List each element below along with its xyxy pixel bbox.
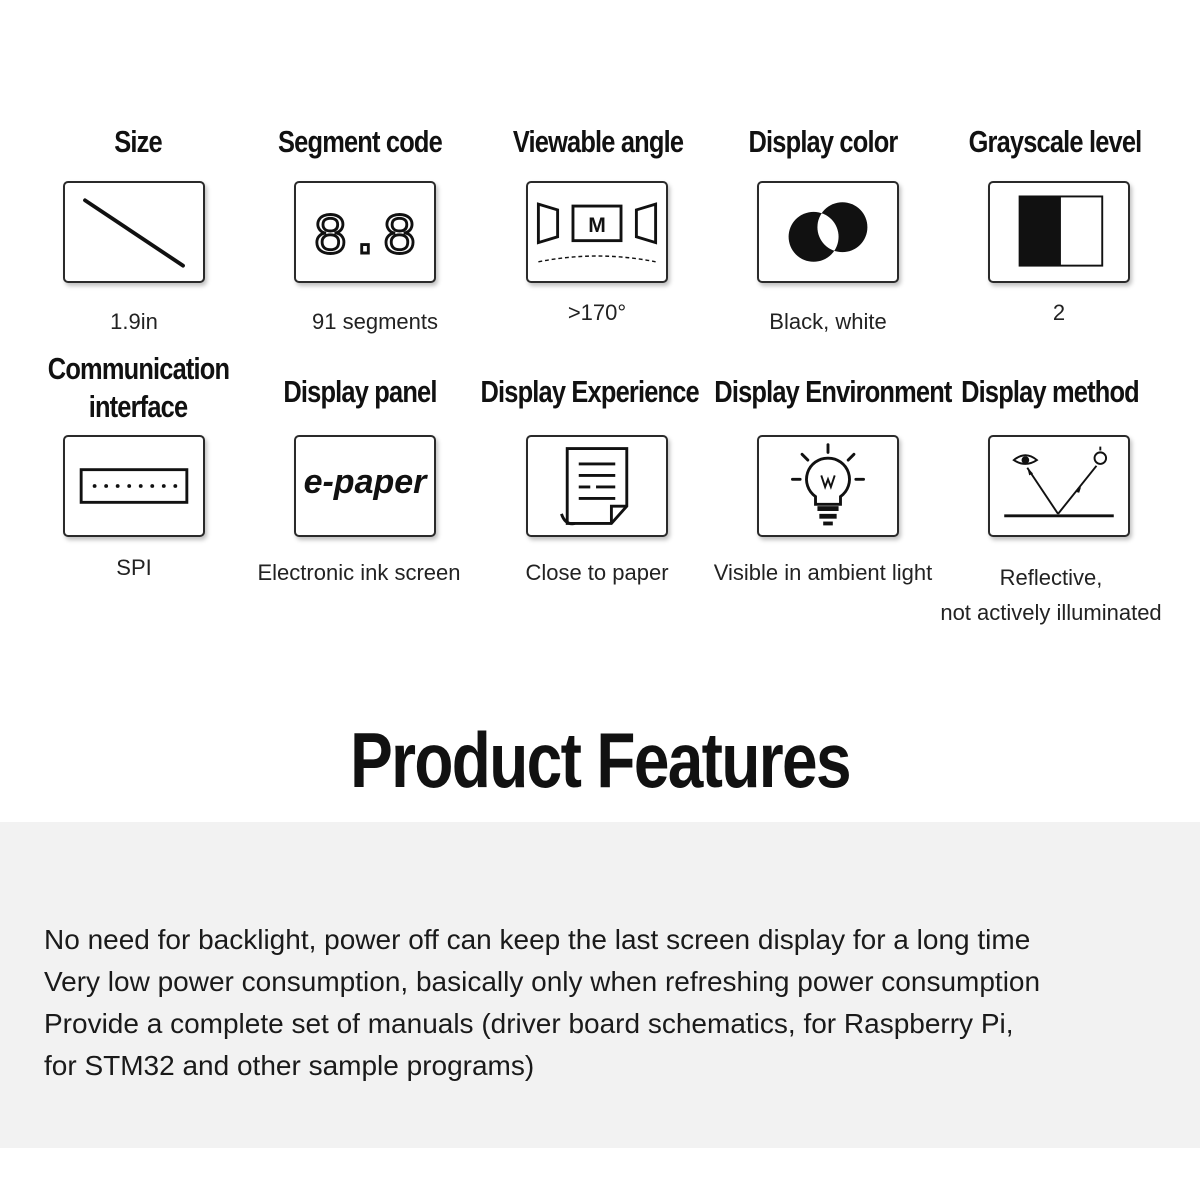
feature-line: Very low power consumption, basically only when refreshing power consumption: [44, 966, 1041, 997]
spec-title-display-environment: Display Environment: [714, 374, 952, 409]
spec-value-grayscale-level: 2: [1052, 300, 1066, 325]
spec-value-display-panel: Electronic ink screen: [257, 560, 461, 585]
spec-value-size: 1.9in: [110, 309, 158, 334]
spec-value-display-experience: Close to paper: [525, 560, 669, 585]
e-paper-icon: e-paper: [303, 463, 427, 501]
angle-center-letter: M: [588, 214, 606, 237]
display-color-icon-box: [757, 181, 899, 283]
spec-title-display-color: Display color: [748, 124, 898, 159]
spec-title-display-method: Display method: [961, 374, 1139, 409]
spec-title-viewable-angle: Viewable angle: [512, 124, 684, 159]
spec-title-display-experience: Display Experience: [480, 374, 699, 409]
display-environment-icon-box: [757, 435, 899, 537]
spec-value-viewable-angle: >170°: [567, 300, 627, 325]
display-method-icon-box: [988, 435, 1130, 537]
size-icon-box: [63, 181, 205, 283]
document-icon: [528, 437, 666, 535]
spec-value-display-method: Reflective, not actively illuminated: [940, 565, 1162, 625]
spec-value-display-color: Black, white: [769, 309, 887, 334]
communication-interface-icon-box: [63, 435, 205, 537]
seven-segment-icon: [296, 183, 434, 281]
grayscale-icon-box: [988, 181, 1130, 283]
grayscale-icon: [990, 183, 1128, 281]
diagonal-line-icon: [65, 183, 203, 281]
spec-value-display-environment: Visible in ambient light: [713, 560, 933, 585]
reflection-icon: [990, 437, 1128, 535]
black-white-circles-icon: [759, 183, 897, 281]
spec-title-grayscale-level: Grayscale level: [968, 124, 1142, 159]
segment-code-icon-box: [294, 181, 436, 283]
spec-value-segment-code: 91 segments: [312, 309, 438, 334]
viewing-angle-icon: [528, 183, 666, 281]
product-features-heading: Product Features: [350, 716, 850, 804]
spec-title-display-panel: Display panel: [283, 374, 437, 409]
viewable-angle-icon-box: [526, 181, 668, 283]
spec-title-communication-interface: Communication interface: [47, 351, 230, 424]
spec-title-size: Size: [114, 124, 162, 159]
light-bulb-icon: [759, 437, 897, 535]
segment-digits: 8.8: [313, 206, 417, 272]
spec-title-segment-code: Segment code: [278, 124, 442, 159]
features-panel: [0, 822, 1200, 1148]
display-experience-icon-box: [526, 435, 668, 537]
feature-line: No need for backlight, power off can keep the last screen display for a long time: [44, 924, 1031, 955]
feature-line: Provide a complete set of manuals (driver board schematics, for Raspberry Pi,: [44, 1008, 1014, 1039]
spec-value-communication-interface: SPI: [116, 555, 152, 580]
feature-line: for STM32 and other sample programs): [44, 1050, 535, 1081]
display-panel-icon-box: [294, 435, 436, 537]
connector-icon: [65, 437, 203, 535]
